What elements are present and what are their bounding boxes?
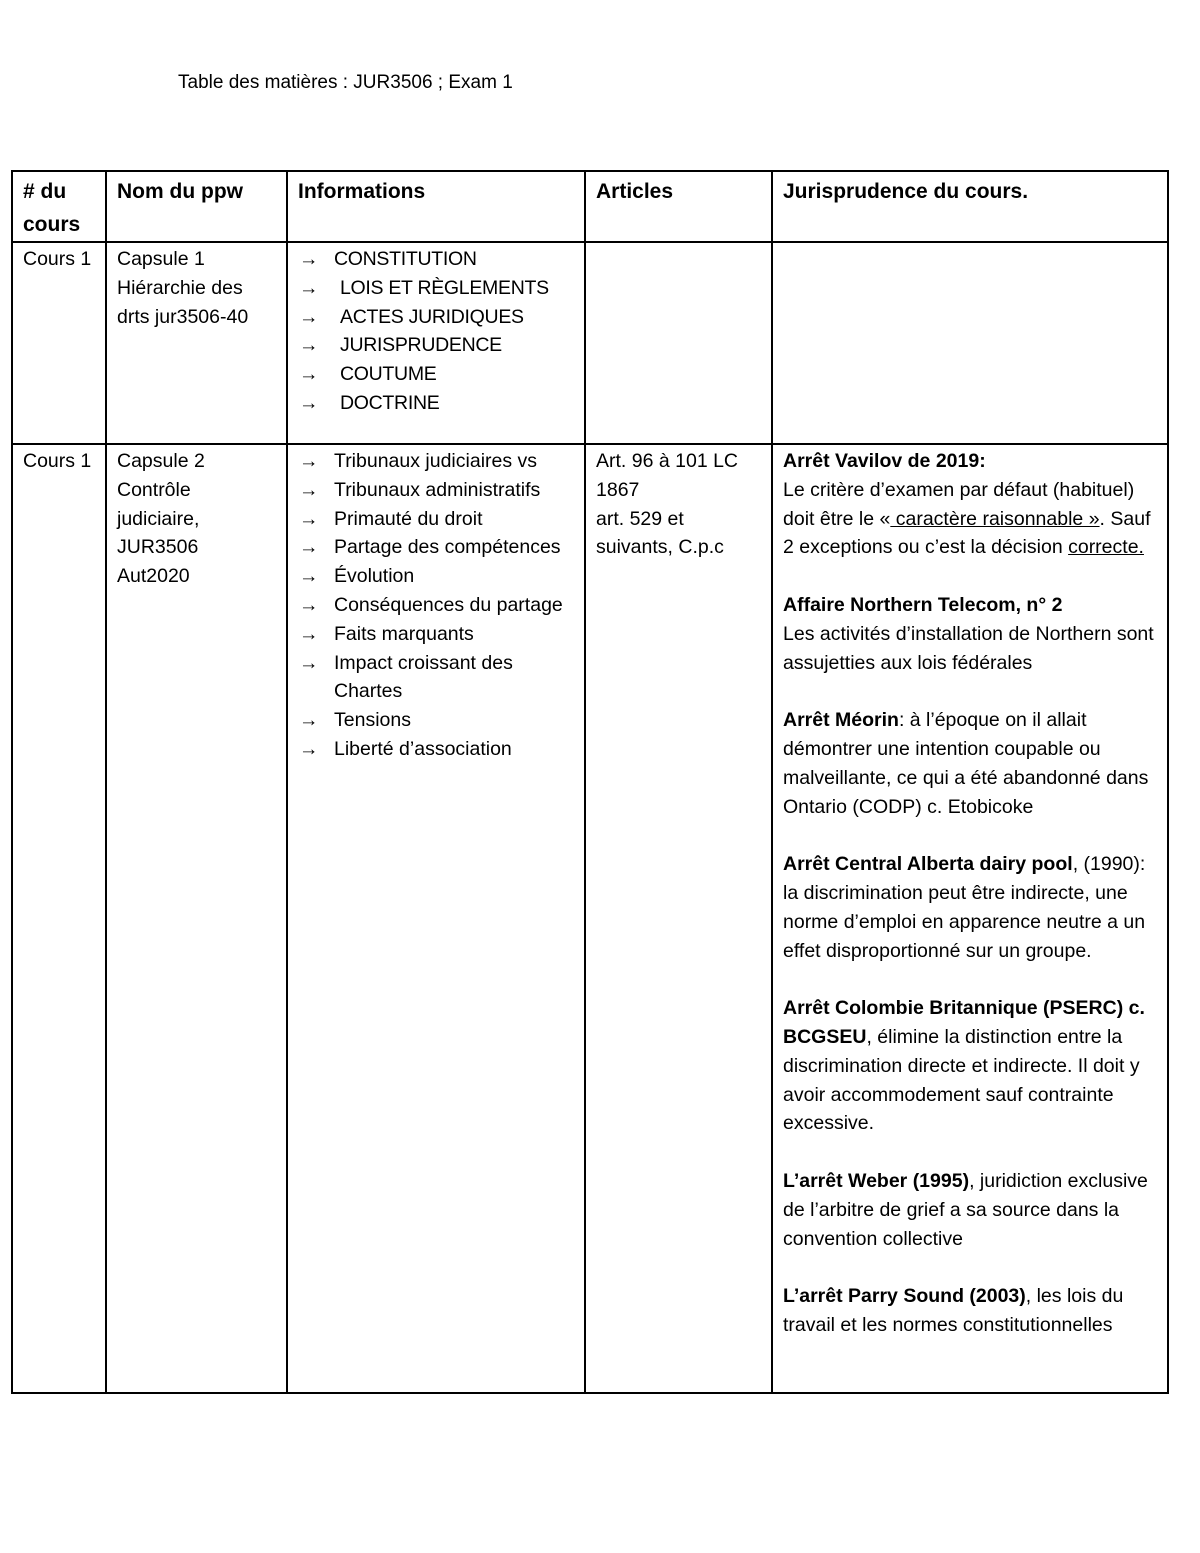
ppw-line: Contrôle [117,478,191,501]
arrow-icon: → [299,478,319,501]
ppw-line: judiciaire, [117,507,200,530]
cell-juris [772,242,1168,444]
list-item-text: DOCTRINE [340,391,440,414]
toc-table [11,170,1169,1394]
case-text: : à l’époque on il allait démontrer une intention coupable ou malveillante, ce qui a été abandonné dans Ontario (CODP) c. Etobicoke [783,709,1149,818]
cell-juris [772,444,1168,1393]
list-item [298,274,575,303]
list-item-text: Tribunaux judiciaires vs [334,450,538,472]
list-item [298,245,575,274]
case-text-underlined: caractère raisonnable » [890,507,1100,530]
list-item-text: Liberté d’association [334,737,512,760]
case-meorin [783,706,1158,821]
list-item [298,620,575,649]
case-title: Affaire Northern Telecom, n° 2 [783,593,1063,616]
list-item [298,303,575,332]
header-num: # du cours [12,171,106,242]
case-weber [783,1167,1158,1253]
ppw-line: drts jur3506-40 [117,305,249,328]
list-item [298,389,575,418]
list-item-text: Faits marquants [334,622,474,645]
case-title: Arrêt Colombie Britannique (PSERC) c. BCGSEU [783,997,1145,1048]
article-line: 1867 [596,478,640,501]
case-text: , juridiction exclusive de l’arbitre de grief a sa source dans la convention collective [783,1169,1148,1250]
cell-ppw [106,444,287,1393]
info-list [298,447,575,764]
case-title: L’arrêt Parry Sound (2003) [783,1285,1026,1308]
cours-label: Cours 1 [23,450,92,472]
cell-articles [585,242,772,444]
cell-articles [585,444,772,1393]
arrow-icon: → [299,391,319,414]
arrow-icon: → [299,565,319,588]
ppw-line: Capsule 2 [117,450,205,472]
header-row [12,171,1168,242]
list-item [298,476,575,505]
case-text: . Sauf 2 exceptions ou c’est la décision [783,507,1151,559]
case-vavilov [783,447,1158,562]
table-row [12,444,1168,1393]
article-line: art. 529 et [596,507,684,530]
ppw-line: Aut2020 [117,565,190,588]
article-line: Art. 96 à 101 LC [596,450,739,472]
case-text-underlined: correcte. [1068,536,1144,559]
list-item-text: Conséquences du partage [334,593,563,616]
cell-info [287,444,585,1393]
arrow-icon: → [299,363,319,386]
arrow-icon: → [299,248,319,270]
ppw-line: Capsule 1 [117,248,205,270]
case-text: , les lois du travail et les normes constitutionnelles [783,1285,1124,1336]
table-row [12,242,1168,444]
list-item [298,591,575,620]
case-colombie [783,994,1158,1138]
list-item-text: Impact croissant des Chartes [334,651,513,703]
arrow-icon: → [299,276,319,299]
case-title: L’arrêt Weber (1995) [783,1169,970,1192]
case-parry-sound [783,1282,1158,1340]
list-item-text: CONSTITUTION [334,248,477,270]
arrow-icon: → [299,622,319,645]
cell-ppw [106,242,287,444]
case-alberta [783,850,1158,965]
list-item-text: Partage des compétences [334,536,561,559]
ppw-line: JUR3506 [117,536,199,559]
list-item-text: JURISPRUDENCE [340,334,502,357]
list-item-text: Tribunaux administratifs [334,478,541,501]
list-item-text: LOIS ET RÈGLEMENTS [340,276,549,299]
list-item-text: Évolution [334,565,415,588]
arrow-icon: → [299,450,319,472]
page-title: Table des matières : JUR3506 ; Exam 1 [178,72,513,93]
case-text: , élimine la distinction entre la discrimination directe et indirecte. Il doit y avoir accommodement sauf contrainte excessive. [783,1025,1140,1135]
list-item-text: COUTUME [340,363,437,386]
list-item [298,562,575,591]
arrow-icon: → [299,737,319,760]
header-articles: Articles [585,171,772,242]
arrow-icon: → [299,536,319,559]
arrow-icon: → [299,593,319,616]
arrow-icon: → [299,507,319,530]
list-item [298,735,575,764]
case-title: Arrêt Central Alberta dairy pool [783,853,1073,876]
list-item [298,447,575,476]
case-text: , (1990): la discrimination peut être indirecte, une norme d’emploi en apparence neutre a un effet disproportionné sur un groupe. [783,853,1146,962]
list-item [298,533,575,562]
list-item [298,649,575,707]
list-item-text: Tensions [334,709,411,732]
article-line: suivants, C.p.c [596,536,724,559]
header-info: Informations [287,171,585,242]
list-item [298,360,575,389]
ppw-line: Hiérarchie des [117,276,243,299]
case-title: Arrêt Méorin [783,709,899,732]
info-list [298,245,575,418]
case-text: Le critère d’examen par défaut (habituel) doit être le « [783,478,1135,530]
cours-label: Cours 1 [23,248,92,270]
header-ppw: Nom du ppw [106,171,287,242]
cell-cours [12,444,106,1393]
list-item [298,331,575,360]
list-item-text: ACTES JURIDIQUES [340,305,524,328]
case-northern [783,591,1158,677]
header-juris: Jurisprudence du cours. [772,171,1168,242]
case-title: Arrêt Vavilov de 2019: [783,450,986,472]
arrow-icon: → [299,334,319,357]
arrow-icon: → [299,305,319,328]
arrow-icon: → [299,709,319,732]
list-item [298,505,575,534]
list-item-text: Primauté du droit [334,507,483,530]
case-text: Les activités d’installation de Northern sont assujetties aux lois fédérales [783,622,1154,674]
arrow-icon: → [299,651,319,674]
cell-cours [12,242,106,444]
cell-info [287,242,585,444]
list-item [298,706,575,735]
